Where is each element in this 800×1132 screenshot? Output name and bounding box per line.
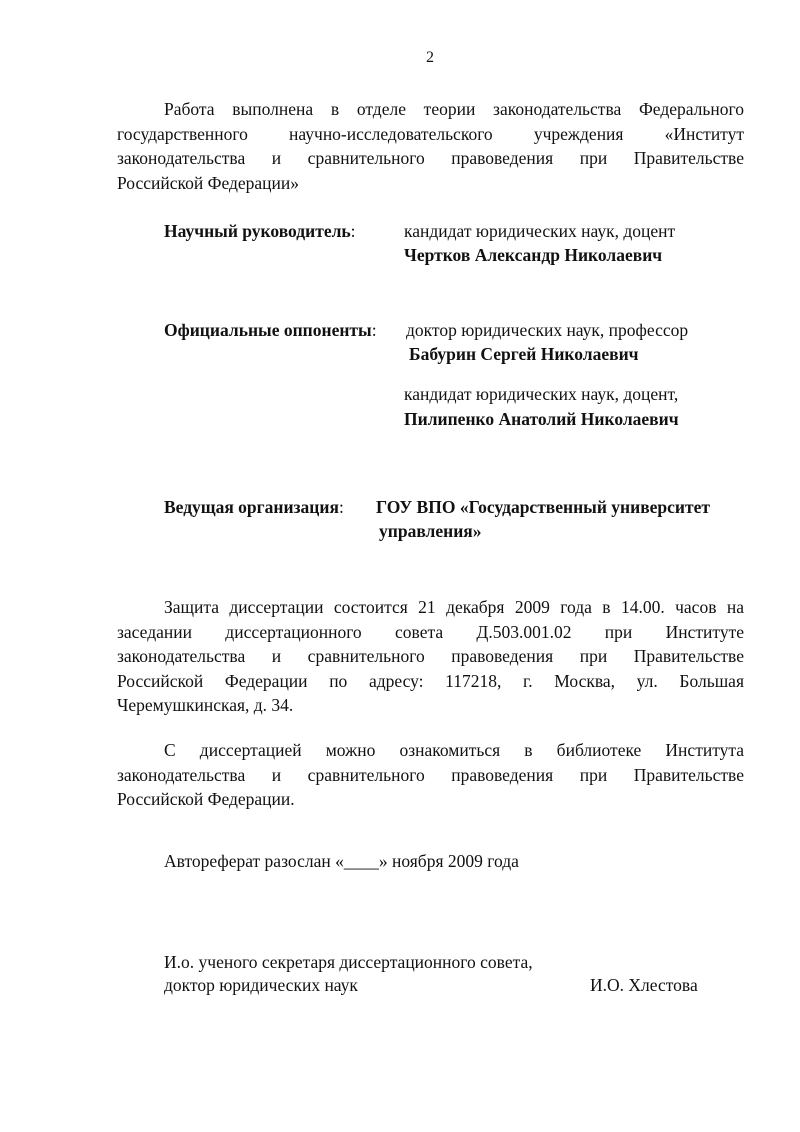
supervisor-degree: кандидат юридических наук, доцент <box>404 221 676 241</box>
intro-line: Российской Федерации» <box>117 172 300 193</box>
supervisor-label-row <box>164 221 356 242</box>
opponents-label-colon: : <box>371 320 377 340</box>
leading-org-line-1: ГОУ ВПО «Государственный университет <box>376 497 710 517</box>
dispatch-line: Автореферат разослан «____» ноября 2009 года <box>164 851 519 871</box>
supervisor-label-colon: : <box>350 221 356 241</box>
intro-line: государственного научно-исследовательского учреждения «Институт <box>117 123 744 144</box>
intro-line: законодательства и сравнительного правоведения при Правительстве <box>117 148 744 168</box>
opponent-2-degree: кандидат юридических наук, доцент, <box>404 384 679 404</box>
defense-line: законодательства и сравнительного правоведения при Правительстве <box>117 646 744 666</box>
defense-paragraph <box>117 595 744 718</box>
intro-line: Работа выполнена в отделе теории законодательства Федерального <box>164 99 744 119</box>
defense-line: Черемушкинская, д. 34. <box>117 695 294 715</box>
library-line: Российской Федерации. <box>117 789 295 809</box>
signature-line-1: И.о. ученого секретаря диссертационного совета, <box>164 952 533 972</box>
opponents-label-row <box>164 320 377 341</box>
supervisor-name: Чертков Александр Николаевич <box>404 245 663 265</box>
defense-line: Российской Федерации по адресу: 117218, г. Москва, ул. Большая <box>117 670 744 691</box>
opponent-1-degree: доктор юридических наук, профессор <box>406 320 689 340</box>
signature-name: И.О. Хлестова <box>590 975 698 995</box>
library-line: С диссертацией можно ознакомиться в библиотеке Института <box>164 740 744 760</box>
signature-line-2: доктор юридических наук <box>164 975 358 995</box>
intro-paragraph <box>117 97 744 195</box>
opponent-1-name: Бабурин Сергей Николаевич <box>409 344 639 364</box>
leading-org-label: Ведущая организация <box>164 497 339 517</box>
leading-org-label-row <box>164 497 344 518</box>
page-number: 2 <box>426 49 434 66</box>
opponent-2-name: Пилипенко Анатолий Николаевич <box>404 409 679 429</box>
opponents-label: Официальные оппоненты <box>164 320 372 340</box>
defense-line: заседании диссертационного совета Д.503.001.02 при Институте <box>117 621 744 642</box>
defense-line: Защита диссертации состоится 21 декабря 2009 года в 14.00. часов на <box>164 597 744 617</box>
leading-org-label-colon: : <box>338 497 344 517</box>
leading-org-line-2: управления» <box>379 521 482 541</box>
library-line: законодательства и сравнительного правоведения при Правительстве <box>117 764 744 785</box>
supervisor-label: Научный руководитель <box>164 221 351 241</box>
library-paragraph <box>117 738 744 812</box>
